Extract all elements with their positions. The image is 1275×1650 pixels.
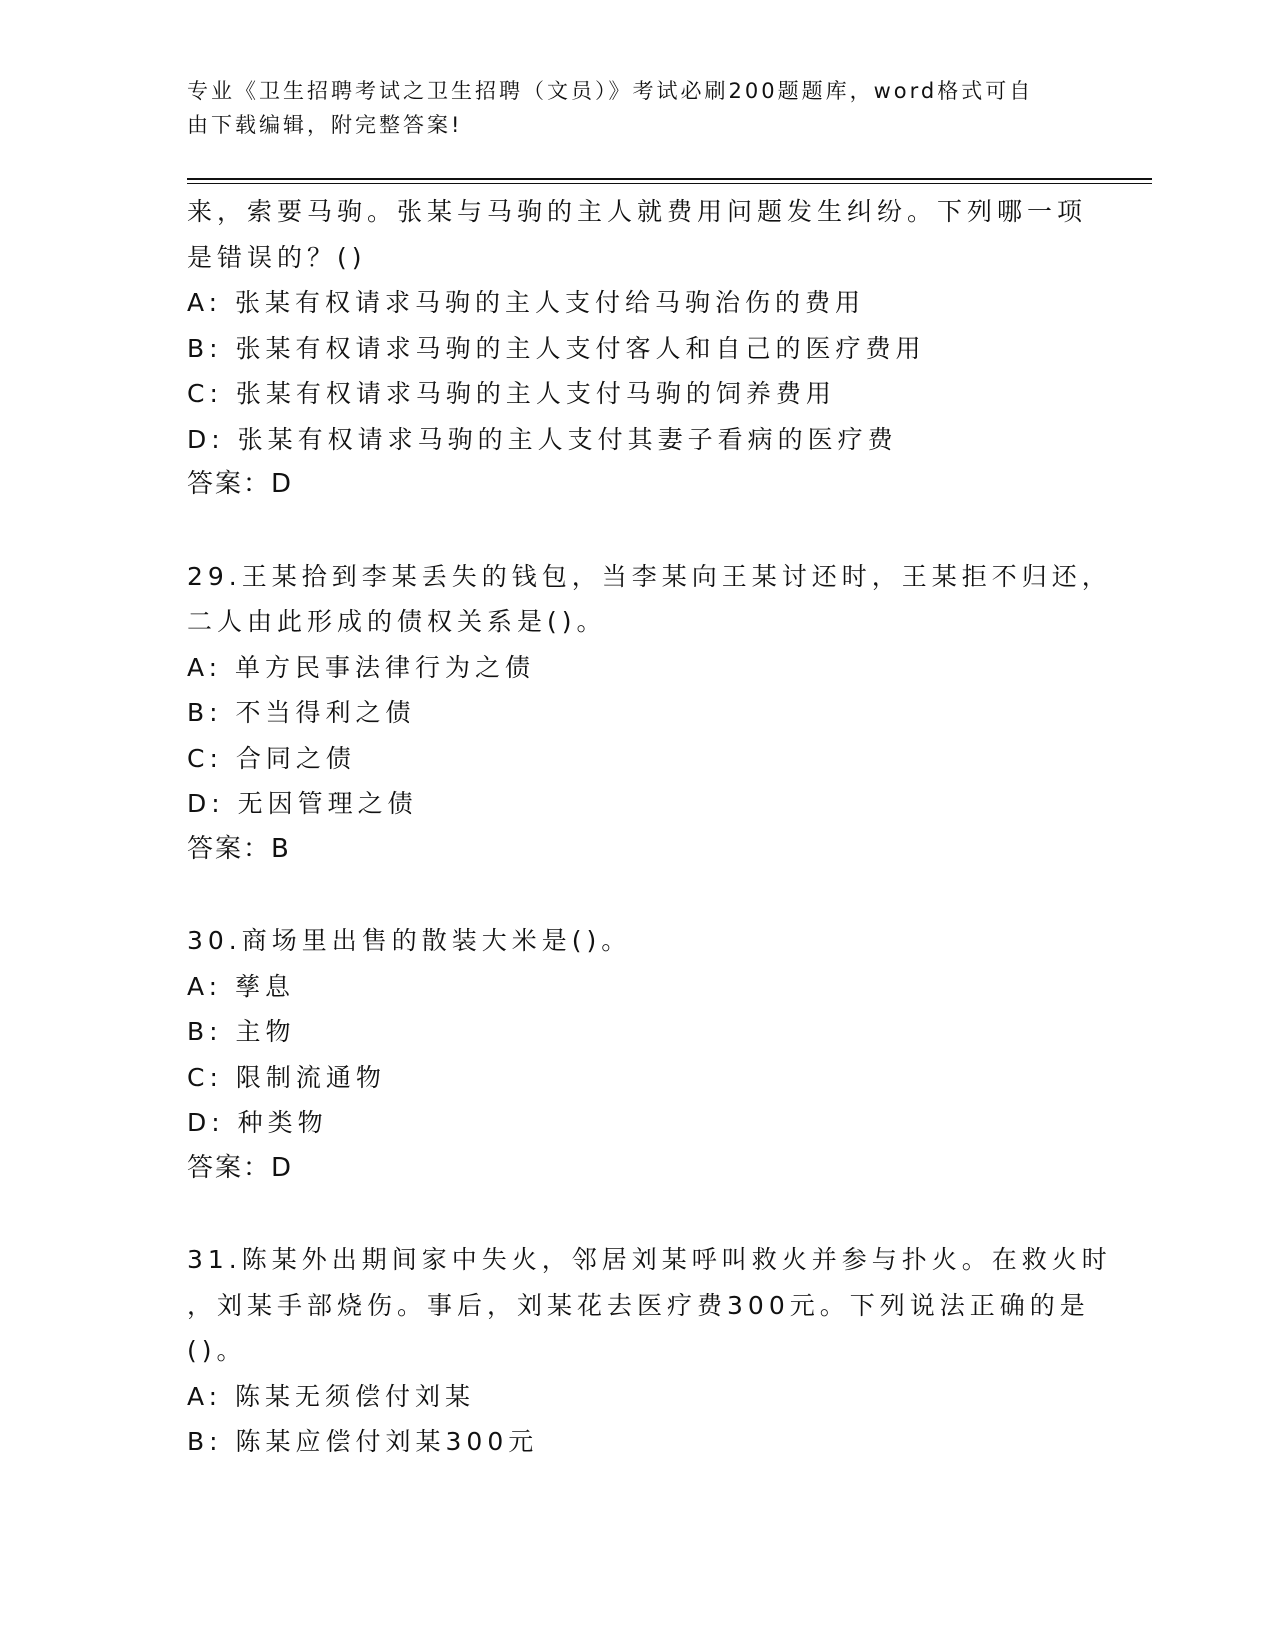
- answer: 答案：D: [187, 469, 294, 499]
- header-rule-thick: [187, 178, 1152, 180]
- spacer: [187, 508, 1087, 554]
- question-30: [187, 918, 1087, 1191]
- option-c: C: 限制流通物: [187, 1062, 386, 1092]
- question-stem: ()。: [187, 1336, 247, 1365]
- answer: 答案：D: [187, 1152, 294, 1183]
- question-28: [187, 189, 1087, 508]
- option-b: B: 主物: [187, 1017, 296, 1046]
- option-a: A: 陈某无须偿付刘某: [187, 1381, 476, 1411]
- document-header: [187, 74, 1087, 142]
- question-stem: ，刘某手部烧伤。事后，刘某花去医疗费300元。下列说法正确的是: [187, 1290, 1090, 1320]
- option-c: C: 合同之债: [187, 743, 356, 773]
- question-list: [187, 189, 1112, 1465]
- spacer: [187, 1191, 1087, 1237]
- answer: 答案：B: [187, 833, 291, 864]
- option-d: D: 无因管理之债: [187, 789, 418, 818]
- question-stem: 29.王某拾到李某丢失的钱包，当李某向王某讨还时，王某拒不归还，: [187, 561, 1112, 591]
- option-b: B: 张某有权请求马驹的主人支付客人和自己的医疗费用: [187, 333, 926, 363]
- option-a: A: 孳息: [187, 971, 296, 1001]
- spacer: [187, 872, 1087, 918]
- option-d: D: 种类物: [187, 1108, 328, 1137]
- question-stem: 是错误的？(): [187, 242, 367, 272]
- header-line-2: 由下载编辑，附完整答案!: [187, 113, 463, 137]
- option-b: B: 陈某应偿付刘某300元: [187, 1427, 539, 1456]
- option-c: C: 张某有权请求马驹的主人支付马驹的饲养费用: [187, 379, 836, 408]
- question-29: [187, 554, 1112, 873]
- option-a: A: 单方民事法律行为之债: [187, 652, 536, 682]
- question-31: [187, 1237, 1112, 1465]
- question-stem: 30.商场里出售的散装大米是()。: [187, 926, 632, 955]
- option-b: B: 不当得利之债: [187, 698, 416, 727]
- header-rule-thin: [187, 183, 1152, 184]
- question-stem: 来，索要马驹。张某与马驹的主人就费用问题发生纠纷。下列哪一项: [187, 197, 1088, 226]
- question-stem: 二人由此形成的债权关系是()。: [187, 607, 607, 636]
- header-line-1: 专业《卫生招聘考试之卫生招聘（文员）》考试必刷200题题库，word格式可自: [187, 79, 1034, 103]
- question-stem: 31.陈某外出期间家中失火，邻居刘某呼叫救火并参与扑火。在救火时: [187, 1245, 1112, 1274]
- option-a: A: 张某有权请求马驹的主人支付给马驹治伤的费用: [187, 288, 866, 317]
- option-d: D: 张某有权请求马驹的主人支付其妻子看病的医疗费: [187, 424, 898, 454]
